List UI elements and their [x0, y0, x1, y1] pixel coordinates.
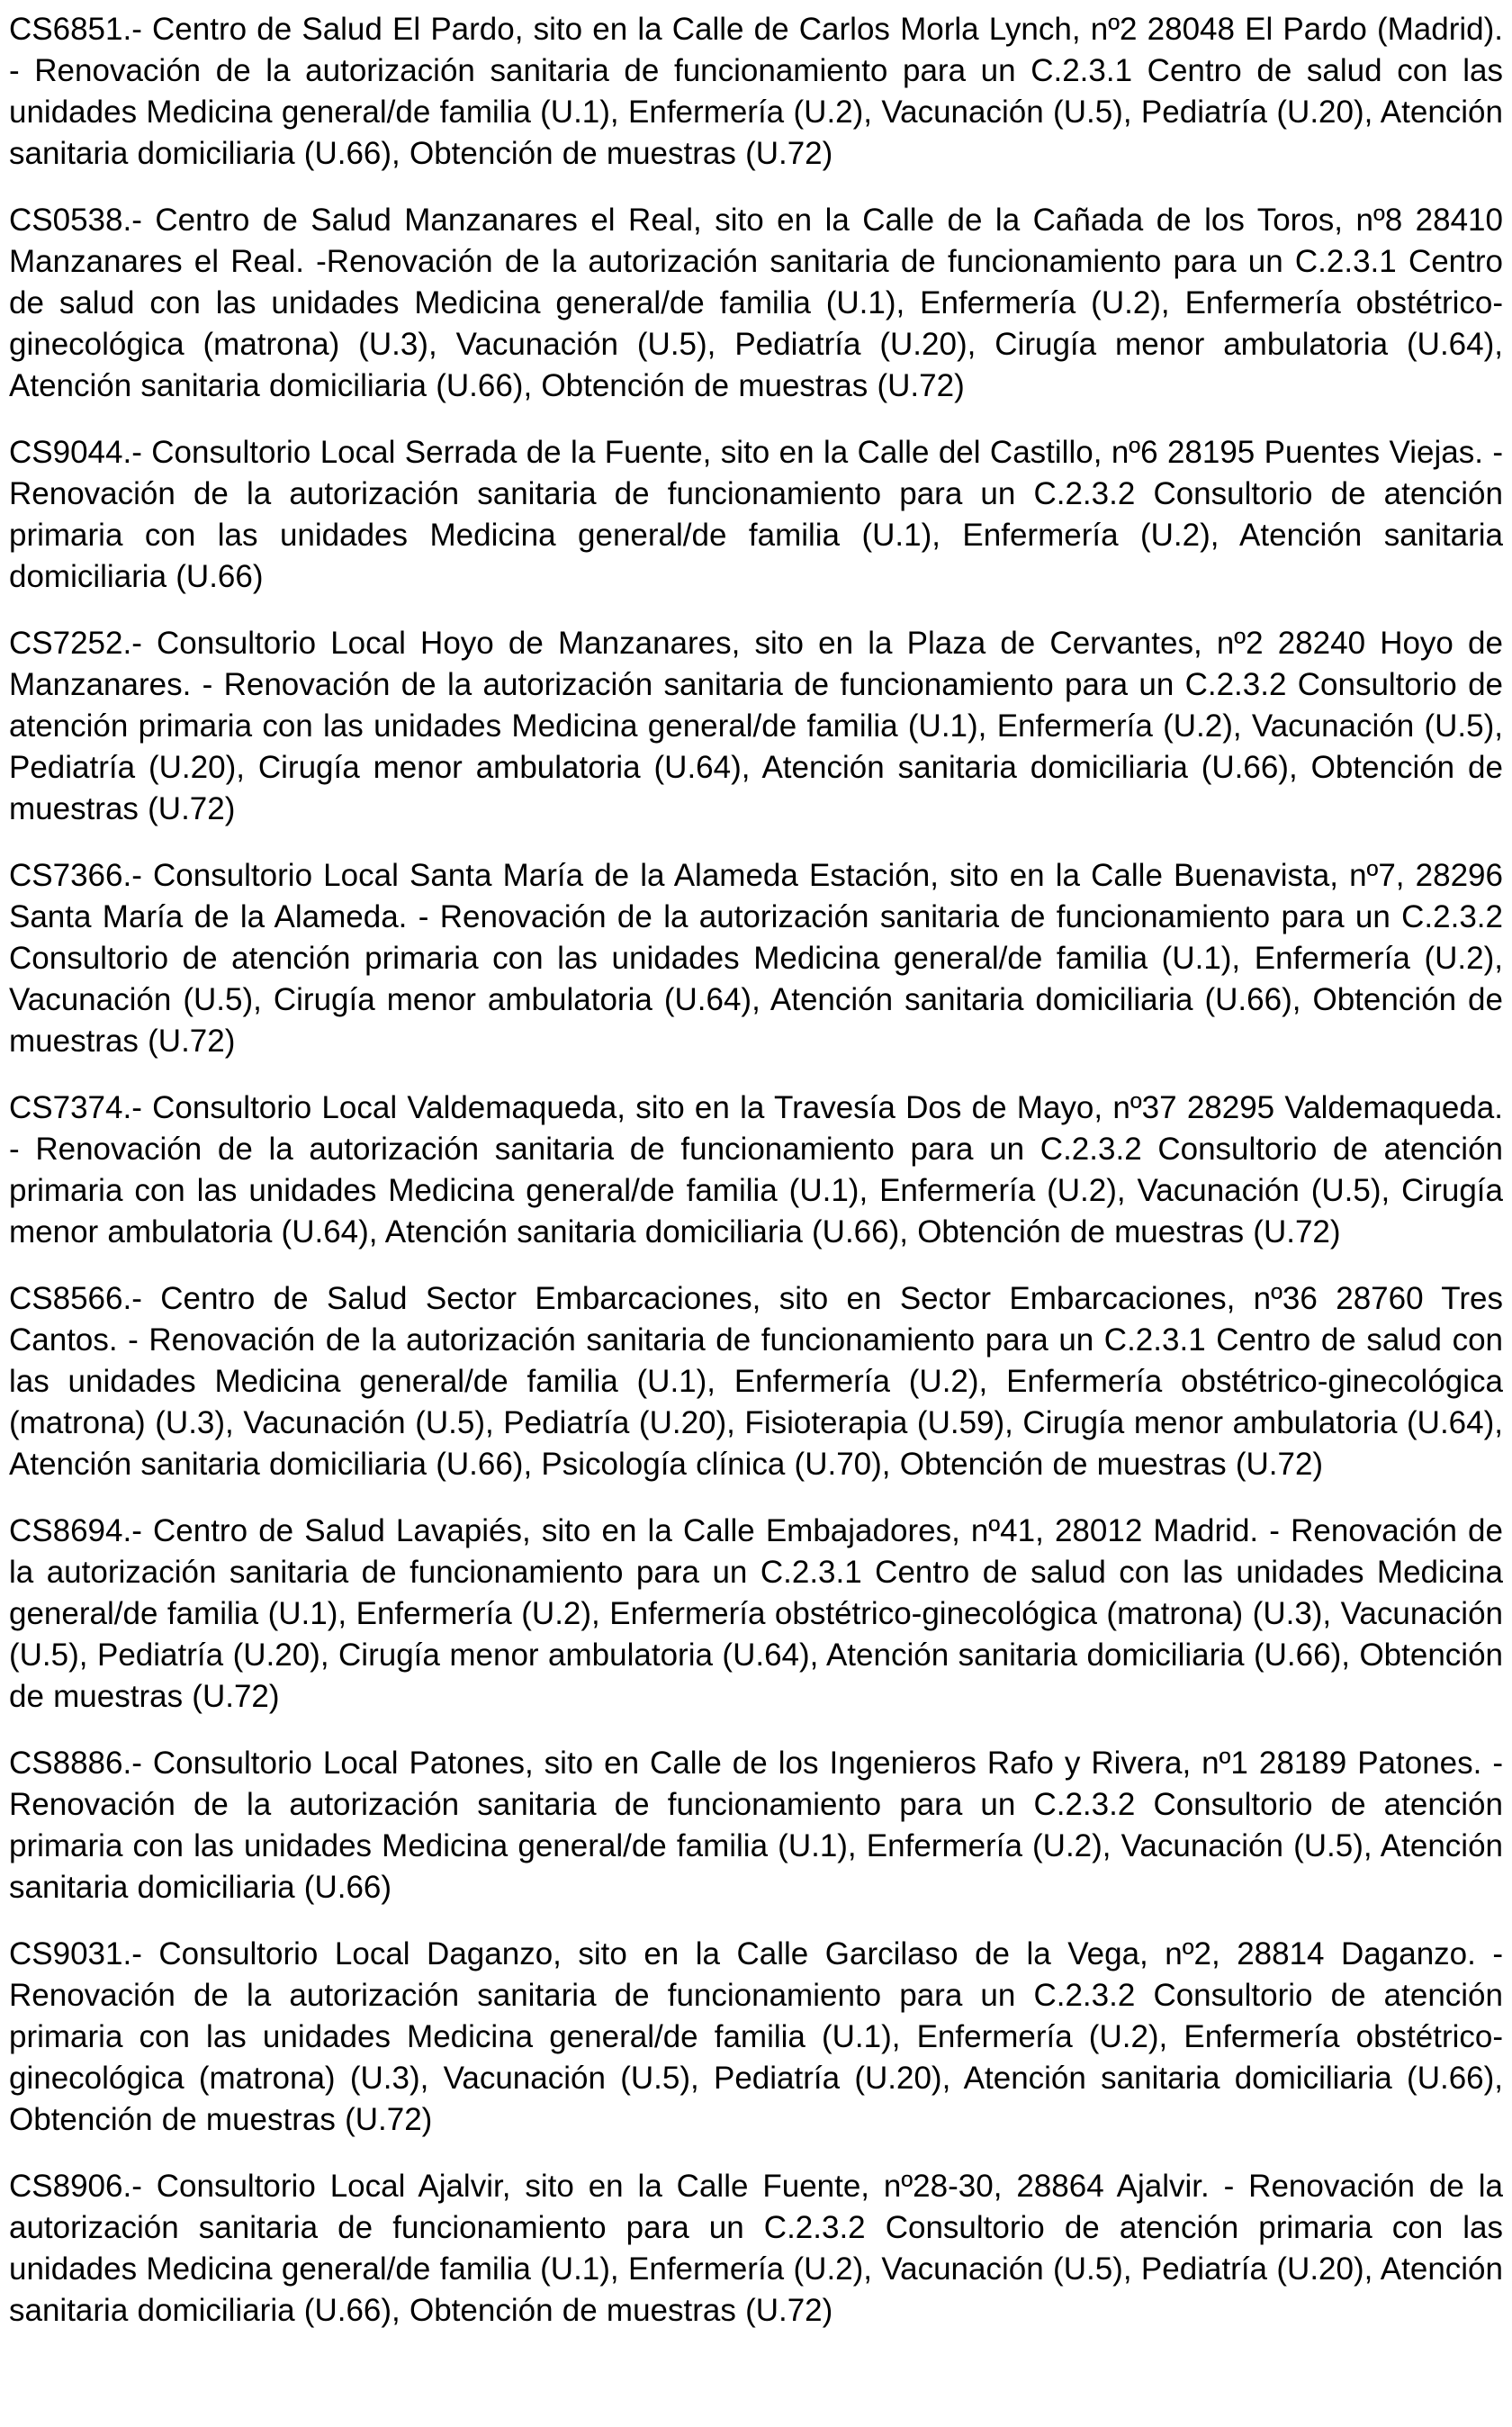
entry-paragraph-cs8886: CS8886.- Consultorio Local Patones, sito en Calle de los Ingenieros Rafo y Rivera, nº1 28189 Patones. - Renovación de la autorización sanitaria de funcionamiento para un C.2.3.2 Consultorio de atención primaria con las unidades Medicina general/de familia (U.1), Enfermería (U.2), Vacunación (U.5), Atención sanitaria domiciliaria (U.66)	[9, 1746, 1503, 1905]
entry-paragraph-cs9031: CS9031.- Consultorio Local Daganzo, sito en la Calle Garcilaso de la Vega, nº2, 28814 Daganzo. - Renovación de la autorización sanitaria de funcionamiento para un C.2.3.2 Consultorio de atención primaria con las unidades Medicina general/de familia (U.1), Enfermería (U.2), Enfermería obstétrico-ginecológica (matrona) (U.3), Vacunación (U.5), Pediatría (U.20), Atención sanitaria domiciliaria (U.66), Obtención de muestras (U.72)	[9, 1936, 1503, 2137]
entry-paragraph-cs7252: CS7252.- Consultorio Local Hoyo de Manzanares, sito en la Plaza de Cervantes, nº2 28240 Hoyo de Manzanares. - Renovación de la autorización sanitaria de funcionamiento para un C.2.3.2 Consultorio de atención primaria con las unidades Medicina general/de familia (U.1), Enfermería (U.2), Vacunación (U.5), Pediatría (U.20), Cirugía menor ambulatoria (U.64), Atención sanitaria domiciliaria (U.66), Obtención de muestras (U.72)	[9, 626, 1503, 826]
entry-paragraph-cs8906: CS8906.- Consultorio Local Ajalvir, sito en la Calle Fuente, nº28-30, 28864 Ajalvir. - Renovación de la autorización sanitaria de funcionamiento para un C.2.3.2 Consultorio de atención primaria con las unidades Medicina general/de familia (U.1), Enfermería (U.2), Vacunación (U.5), Pediatría (U.20), Atención sanitaria domiciliaria (U.66), Obtención de muestras (U.72)	[9, 2169, 1503, 2328]
entry-paragraph-cs6851: CS6851.- Centro de Salud El Pardo, sito en la Calle de Carlos Morla Lynch, nº2 28048 El Pardo (Madrid). - Renovación de la autorización sanitaria de funcionamiento para un C.2.3.1 Centro de salud con las unidades Medicina general/de familia (U.1), Enfermería (U.2), Vacunación (U.5), Pediatría (U.20), Atención sanitaria domiciliaria (U.66), Obtención de muestras (U.72)	[9, 12, 1503, 171]
entry-paragraph-cs9044: CS9044.- Consultorio Local Serrada de la Fuente, sito en la Calle del Castillo, nº6 28195 Puentes Viejas. - Renovación de la autorización sanitaria de funcionamiento para un C.2.3.2 Consultorio de atención primaria con las unidades Medicina general/de familia (U.1), Enfermería (U.2), Atención sanitaria domiciliaria (U.66)	[9, 435, 1503, 594]
entry-paragraph-cs8694: CS8694.- Centro de Salud Lavapiés, sito en la Calle Embajadores, nº41, 28012 Madrid. - Renovación de la autorización sanitaria de funcionamiento para un C.2.3.1 Centro de salud con las unidades Medicina general/de familia (U.1), Enfermería (U.2), Enfermería obstétrico-ginecológica (matrona) (U.3), Vacunación (U.5), Pediatría (U.20), Cirugía menor ambulatoria (U.64), Atención sanitaria domiciliaria (U.66), Obtención de muestras (U.72)	[9, 1513, 1503, 1714]
entry-paragraph-cs7366: CS7366.- Consultorio Local Santa María de la Alameda Estación, sito en la Calle Buenavista, nº7, 28296 Santa María de la Alameda. - Renovación de la autorización sanitaria de funcionamiento para un C.2.3.2 Consultorio de atención primaria con las unidades Medicina general/de familia (U.1), Enfermería (U.2), Vacunación (U.5), Cirugía menor ambulatoria (U.64), Atención sanitaria domiciliaria (U.66), Obtención de muestras (U.72)	[9, 858, 1503, 1059]
entry-paragraph-cs7374: CS7374.- Consultorio Local Valdemaqueda, sito en la Travesía Dos de Mayo, nº37 28295 Valdemaqueda. - Renovación de la autorización sanitaria de funcionamiento para un C.2.3.2 Consultorio de atención primaria con las unidades Medicina general/de familia (U.1), Enfermería (U.2), Vacunación (U.5), Cirugía menor ambulatoria (U.64), Atención sanitaria domiciliaria (U.66), Obtención de muestras (U.72)	[9, 1090, 1503, 1250]
entry-paragraph-cs8566: CS8566.- Centro de Salud Sector Embarcaciones, sito en Sector Embarcaciones, nº36 28760 Tres Cantos. - Renovación de la autorización sanitaria de funcionamiento para un C.2.3.1 Centro de salud con las unidades Medicina general/de familia (U.1), Enfermería (U.2), Enfermería obstétrico-ginecológica (matrona) (U.3), Vacunación (U.5), Pediatría (U.20), Fisioterapia (U.59), Cirugía menor ambulatoria (U.64), Atención sanitaria domiciliaria (U.66), Psicología clínica (U.70), Obtención de muestras (U.72)	[9, 1281, 1503, 1482]
entry-paragraph-cs0538: CS0538.- Centro de Salud Manzanares el Real, sito en la Calle de la Cañada de los Toros, nº8 28410 Manzanares el Real. -Renovación de la autorización sanitaria de funcionamiento para un C.2.3.1 Centro de salud con las unidades Medicina general/de familia (U.1), Enfermería (U.2), Enfermería obstétrico-ginecológica (matrona) (U.3), Vacunación (U.5), Pediatría (U.20), Cirugía menor ambulatoria (U.64), Atención sanitaria domiciliaria (U.66), Obtención de muestras (U.72)	[9, 203, 1503, 403]
